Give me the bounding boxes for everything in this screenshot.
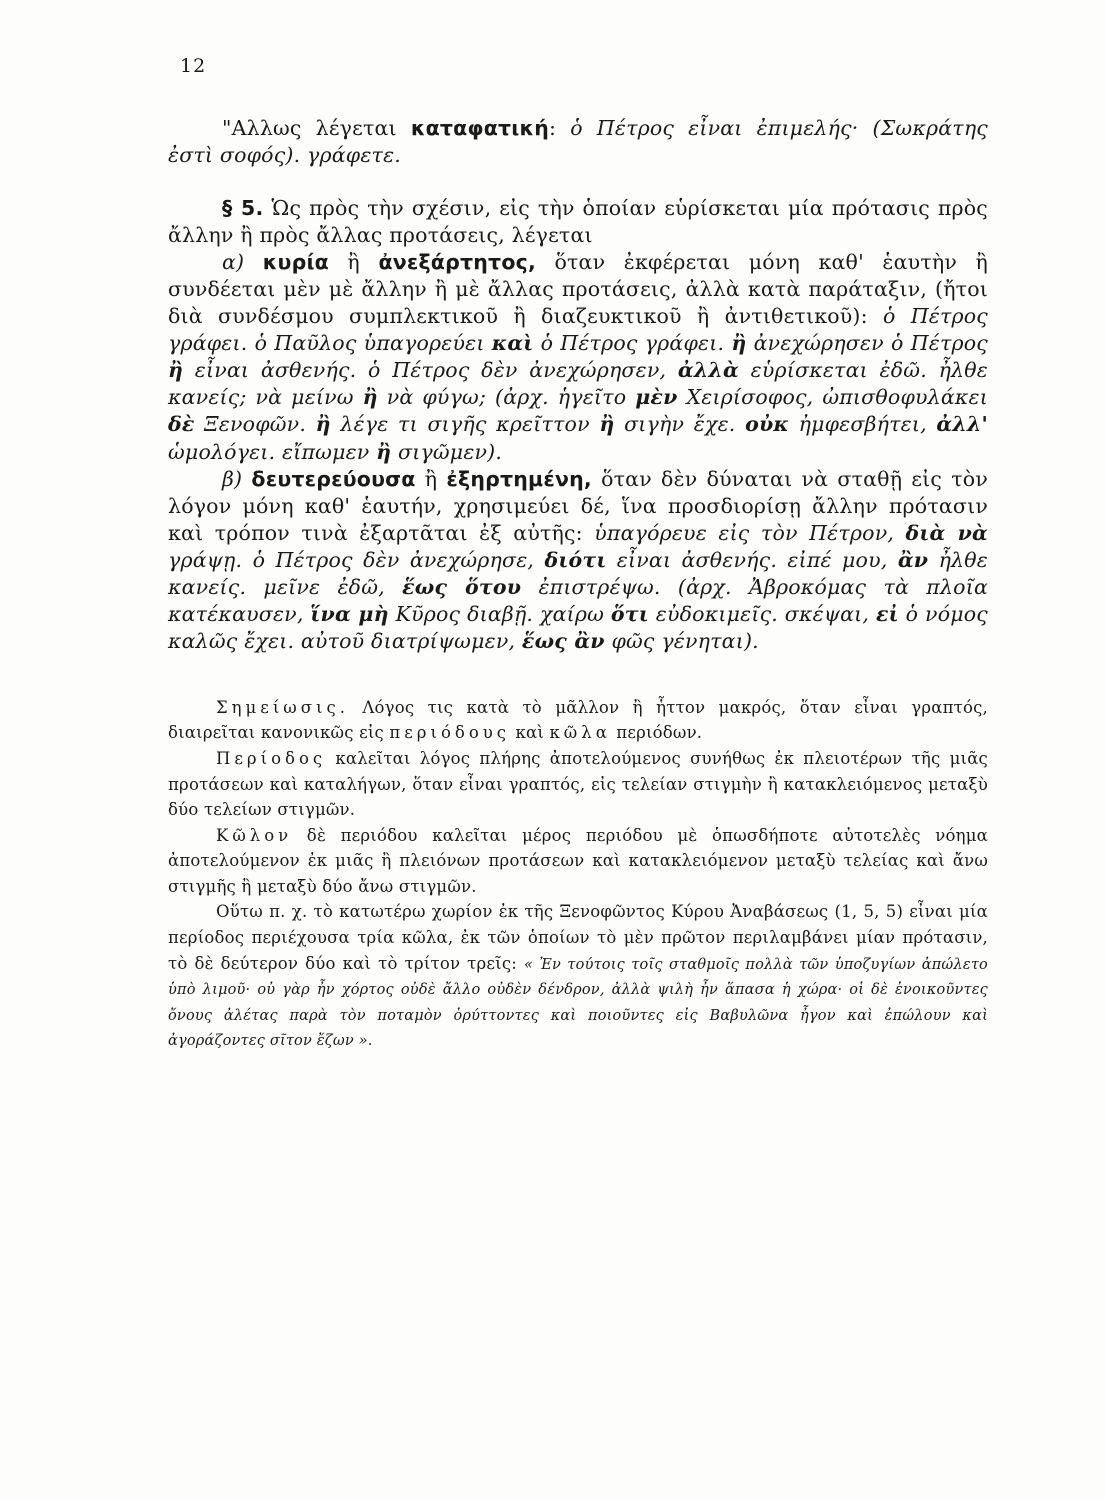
- item-a-all: ἀλλ': [936, 412, 989, 437]
- item-b-b2: διότι: [544, 547, 607, 572]
- item-a-e3: ἢ: [362, 385, 378, 410]
- item-a-ex8: Ξενοφῶν.: [194, 412, 316, 437]
- item-a-ex3: ἀνεχώρησεν ὁ Πέτρος: [746, 331, 988, 356]
- item-a-kai: καὶ: [491, 331, 534, 356]
- item-a-ex10: σιγὴν ἔχε.: [614, 412, 746, 437]
- note-term-kolon: Κῶλον: [216, 825, 293, 845]
- item-a-ex2: ὁ Πέτρος γράφει.: [533, 331, 732, 356]
- intro-colon: :: [549, 116, 571, 140]
- note-paragraph-1: [168, 695, 988, 746]
- note-term-kola: κῶλα: [549, 723, 611, 743]
- intro-example: ὁ Πέτρος εἶναι ἐπιμελής· (Σωκράτης ἐστὶ σοφός). γράφετε.: [168, 116, 988, 168]
- item-b-or: ἢ: [415, 466, 447, 491]
- item-a-men: μὲν: [635, 385, 678, 410]
- note-p1-a: Λόγος τις κατὰ τὸ μᾶλλον ἢ ἧττον μακρός, ὅταν εἶναι γραπτός, διαιρεῖται κανονικῶς εἰς: [168, 697, 988, 743]
- item-b-b5: ἵνα μὴ: [310, 601, 389, 626]
- term-deftereuousa: δευτερεύουσα: [251, 466, 416, 491]
- item-a-e5: ἢ: [599, 412, 615, 437]
- item-a-ex4: εἶναι ἀσθενής. ὁ Πέτρος δὲν ἀνεχώρησεν,: [183, 358, 678, 383]
- term-anexartitos: ἀνεξάρτητος,: [378, 250, 536, 275]
- item-b-ex6: Κῦρος διαβῇ. χαίρω: [388, 601, 611, 626]
- item-b-b3: ἂν: [897, 547, 929, 572]
- section-number: § 5.: [222, 196, 264, 221]
- item-b-label: β): [222, 466, 252, 491]
- page-body: [168, 115, 988, 1053]
- item-b-ex8: ὁ νόμος καλῶς ἔχει. αὐτοῦ διατρίψωμεν,: [168, 601, 988, 653]
- item-b-b1: διὰ νὰ: [905, 520, 988, 545]
- item-a-ex6: νὰ φύγω; (ἀρχ. ἡγεῖτο: [377, 385, 636, 410]
- intro-lead: "Αλλως λέγεται: [222, 116, 411, 140]
- item-a-ex13: σιγῶμεν).: [391, 439, 503, 464]
- item-b-text: ὅταν δὲν δύναται νὰ σταθῇ εἰς τὸν λόγον μόνη καθ' ἑαυτήν, χρησιμεύει δέ, ἵνα προσδιορίσῃ ἄλλην πρότασιν καὶ τρόπον τινὰ ἐξαρτᾶται ἐξ αὐτῆς:: [168, 466, 989, 545]
- page-number: 12: [180, 55, 207, 77]
- note-term-periodos: Περίοδος: [216, 749, 327, 769]
- item-a-or: ἢ: [328, 250, 379, 275]
- item-a-e2: ἢ: [168, 358, 184, 383]
- item-b-ex1: ὑπαγόρευε εἰς τὸν Πέτρον,: [594, 520, 906, 545]
- item-a-ex9: λέγε τι σιγῆς κρεῖττον: [330, 412, 600, 437]
- item-a-ouk: οὐκ: [745, 412, 789, 437]
- term-exirtimeni: ἐξηρτημένη,: [446, 466, 592, 491]
- item-a-e4: ἢ: [315, 412, 331, 437]
- item-b-ex9: φῶς γένηται).: [604, 628, 759, 653]
- item-a-ex11: ἠμφεσβήτει,: [788, 412, 937, 437]
- note-label: Σημείωσις.: [216, 697, 349, 717]
- note-paragraph-4: [168, 899, 988, 1052]
- section-5-text: Ὡς πρὸς τὴν σχέσιν, εἰς τὴν ὁποίαν εὑρίσκεται μία πρότασις πρὸς ἄλλην ἢ πρὸς ἄλλας προτάσεις, λέγεται: [168, 196, 988, 248]
- item-a-e6: ἢ: [376, 439, 392, 464]
- item-a-de: δὲ: [168, 412, 195, 437]
- item-b-b6: ὅτι: [610, 601, 649, 626]
- note-paragraph-3: [168, 823, 988, 900]
- item-b-ex7: εὐδοκιμεῖς. σκέψαι,: [648, 601, 876, 626]
- note-term-periodous: περιόδους: [389, 723, 511, 743]
- item-a-ex12: ὡμολόγει. εἴπωμεν: [168, 439, 377, 464]
- xenophon-quote: « Ἐν τούτοις τοῖς σταθμοῖς πολλὰ τῶν ὑποζυγίων ἀπώλετο ὑπὸ λιμοῦ· οὐ γὰρ ἦν χόρτος οὐδὲ ἄλλο οὐδὲν δένδρον, ἀλλὰ ψιλὴ ἦν ἅπασα ἡ χώρα· οἱ δὲ ἐνοικοῦντες ὄνους ἀλέτας παρὰ τὸν ποταμὸν ὀρύττοντες καὶ ποιοῦντες εἰς Βαβυλῶνα ἦγον καὶ ἐπώλουν καὶ ἀγοράζοντες σῖτον ἔζων ».: [168, 956, 988, 1050]
- note-section: [168, 695, 988, 1053]
- item-b-ex2: γράψῃ. ὁ Πέτρος δὲν ἀνεχώρησε,: [168, 547, 545, 572]
- note-p2-text: καλεῖται λόγος πλήρης ἀποτελούμενος συνήθως ἐκ πλειοτέρων τῆς μιᾶς προτάσεων καὶ καταλήγων, ὅταν εἶναι γραπτός, εἰς τελείαν στιγμὴν ἢ κατακλειόμενος μεταξὺ δύο τελείων στιγμῶν.: [168, 749, 988, 820]
- item-a-label: α): [222, 250, 263, 275]
- item-b: [168, 466, 988, 655]
- item-a-ex1: ὁ Πέτρος γράφει. ὁ Παῦλος ὑπαγορεύει: [168, 304, 988, 356]
- item-a-e1: ἢ: [731, 331, 747, 356]
- item-a-alla: ἀλλὰ: [677, 358, 739, 383]
- term-kyria: κυρία: [262, 250, 329, 275]
- note-p4-text: Οὕτω π. χ. τὸ κατωτέρω χωρίον ἐκ τῆς Ξενοφῶντος Κύρου Ἀναβάσεως (1, 5, 5) εἶναι μία περίοδος περιέχουσα τρία κῶλα, ἐκ τῶν ὁποίων τὸ μὲν πρῶτον περιλαμβάνει μίαν πρότασιν, τὸ δὲ δεύτερον δύο καὶ τὸ τρίτον τρεῖς:: [168, 902, 988, 973]
- section-5-heading: [168, 195, 988, 249]
- item-b-ex3: εἶναι ἀσθενής. εἰπέ μου,: [606, 547, 898, 572]
- intro-paragraph: [168, 115, 988, 169]
- item-b-ex5: ἐπιστρέψω. (ἀρχ. Ἀβροκόμας τὰ πλοῖα κατέκαυσεν,: [168, 574, 988, 626]
- item-b-b8: ἕως ἂν: [521, 628, 605, 653]
- item-a: [168, 249, 988, 465]
- note-p1-c: περιόδων.: [610, 723, 703, 743]
- note-p1-b: καὶ: [510, 723, 550, 743]
- note-paragraph-2: [168, 746, 988, 823]
- note-p3-text: δὲ περιόδου καλεῖται μέρος περιόδου μὲ ὁπωσδήποτε αὐτοτελὲς νόημα ἀποτελούμενον ἐκ μιᾶς ἢ πλειόνων προτάσεων καὶ κατακλειόμενον μεταξὺ τελείας καὶ ἄνω στιγμῆς ἢ μεταξὺ δύο ἄνω στιγμῶν.: [168, 825, 988, 896]
- term-kataphatiki: καταφατική: [410, 116, 550, 140]
- item-a-ex5: εὑρίσκεται ἐδῶ. ἦλθε κανείς; νὰ μείνω: [168, 358, 988, 410]
- item-b-ex4: ἦλθε κανείς. μεῖνε ἐδῶ,: [168, 547, 988, 599]
- item-a-text: ὅταν ἐκφέρεται μόνη καθ' ἑαυτὴν ἢ συνδέεται μὲν μὲ ἄλλην ἢ μὲ ἄλλας προτάσεις, ἀλλὰ κατὰ παράταξιν, (ἤτοι διὰ συνδέσμου συμπλεκτικοῦ ἢ διαζευκτικοῦ ἢ ἀντιθετικοῦ):: [168, 250, 988, 329]
- item-b-b7: εἰ: [875, 601, 899, 626]
- item-b-b4: ἕως ὅτου: [402, 574, 522, 599]
- item-a-ex7: Χειρίσοφος, ὠπισθοφυλάκει: [677, 385, 988, 410]
